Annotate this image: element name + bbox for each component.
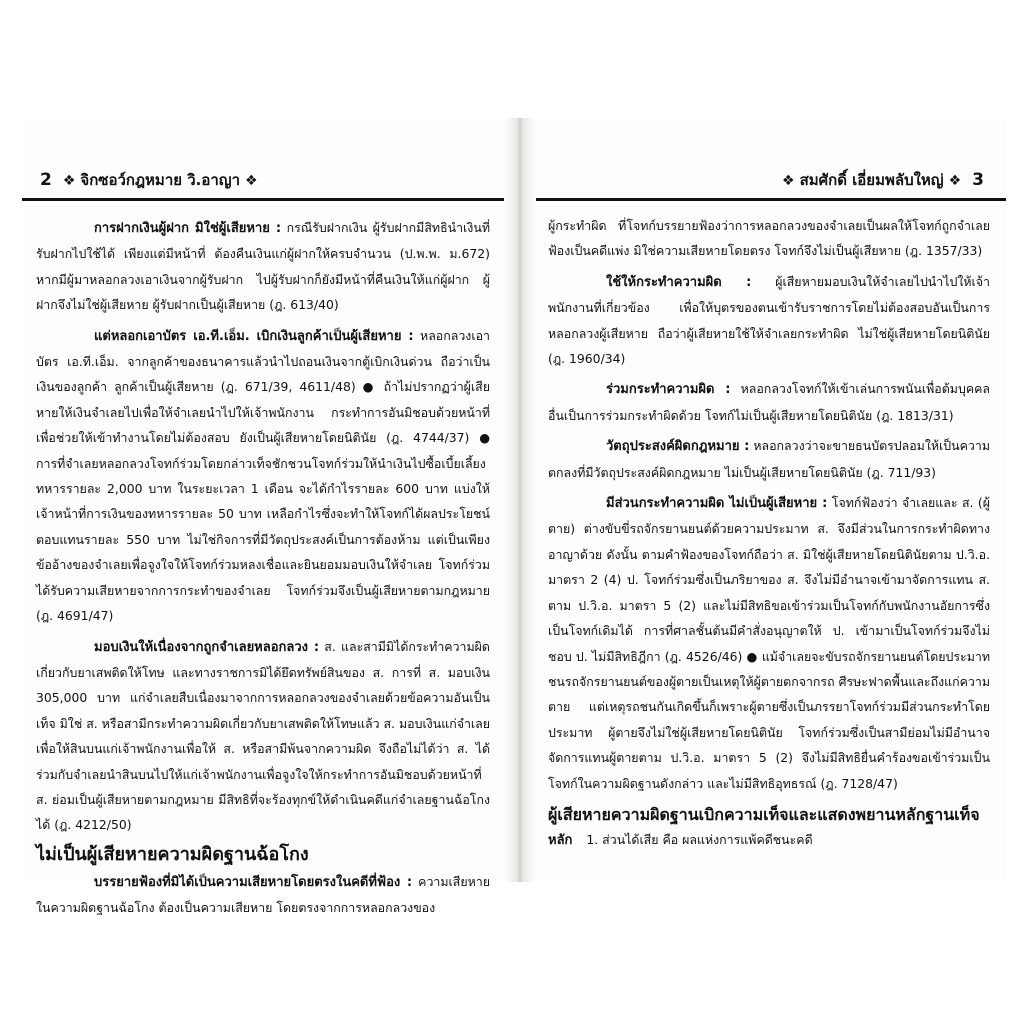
right-header-title: สมศักดิ์ เอี่ยมพลับใหญ่ (799, 171, 944, 189)
principle-label: หลัก (548, 832, 573, 848)
left-page-number: 2 (40, 170, 52, 190)
right-page (536, 120, 1006, 880)
ornament-icon: ❖ (62, 173, 76, 189)
entry-body: หลอกลวงเอาบัตร เอ.ที.เอ็ม. จากลูกค้าของธนาคารแล้วนำไปถอนเงินจากตู้เบิกเงินด่วน ถือว่าเป็นเงินของลูกค้า ลูกค้าเป็นผู้เสียหาย (ฎ. 671/39, 4611/48) ● ถ้าไม่ปรากฏว่าผู้เสียหายให้เงินจำเลยไปเพื่อให้จำเลยนำไปให้เจ้าพนักงาน กระทำการอันมิชอบด้วยหน้าที่เพื่อช่วยให้เข้าทำงานโดยไม่ต้องสอบ ยังเป็นผู้เสียหายโดยนิตินัย (ฎ. 4744/37) ● การที่จำเลยหลอกลวงโจทก์ร่วมโดยกล่าวเท็จชักชวนโจทก์ร่วมให้นำเงินไปซื้อเบี้ยเลี้ยงทหารรายละ 2,000 บาท ในระยะเวลา 1 เดือน จะได้กำไรรายละ 600 บาท แบ่งให้เจ้าหน้าที่การเงินของทหารรายละ 50 บาท เหลือกำไรซึ่งจะทำให้โจทก์ได้ผลประโยชน์ตอบแทนรายละ 550 บาท ไม่ใช่กิจการที่มีวัตถุประสงค์เป็นการต้องห้าม แต่เป็นเพียงข้ออ้างของจำเลยเพื่อจูงใจให้โจทก์ร่วมหลงเชื่อและยินยอมมอบเงินให้จำเลย โจทก์ร่วมได้รับความเสียหายจากการกระทำของจำเลย โจทก์ร่วมจึงเป็นผู้เสียหายตามกฎหมาย (ฎ. 4691/47) (36, 327, 490, 624)
ornament-icon: ❖ (948, 173, 962, 189)
left-page-header (22, 168, 504, 201)
entry-heading: ใช้ให้กระทำความผิด : (606, 274, 752, 290)
entry-body: ความเสียหายในความผิดฐานฉ้อโกง ต้องเป็นความเสียหาย โดยตรงจากการหลอกลวงของ (36, 873, 490, 916)
entry (548, 490, 990, 796)
entry-body: หลอกลวงโจทก์ให้เข้าเล่นการพนันเพื่อต้มบุคคลอื่นเป็นการร่วมกระทำผิดด้วย โจทก์ไม่เป็นผู้เสียหายโดยนิตินัย (ฎ. 1813/31) (548, 381, 990, 423)
entry-heading: แต่หลอกเอาบัตร เอ.ที.เอ็ม. เบิกเงินลูกค้าเป็นผู้เสียหาย : (94, 328, 414, 344)
right-page-header (536, 168, 1006, 201)
entry-body: กรณีรับฝากเงิน ผู้รับฝากมีสิทธินำเงินที่รับฝากไปใช้ได้ เพียงแต่มีหน้าที่ ต้องคืนเงินแก่ผู้ฝากให้ครบจำนวน (ป.พ.พ. ม.672) หากมีผู้มาหลอกลวงเอาเงินจากผู้รับฝาก ไปผู้รับฝากก็ยังมีหน้าที่คืนเงินให้แก่ผู้ฝาก ผู้ฝากจึงไม่ใช่ผู้เสียหาย ผู้รับฝากเป็นผู้เสียหาย (ฎ. 613/40) (36, 220, 490, 313)
entry-body: โจทก์ฟ้องว่า จำเลยและ ส. (ผู้ตาย) ต่างขับขี่รถจักรยานยนต์ด้วยความประมาท ส. จึงมีส่วนในการกระทำผิดทางอาญาด้วย ดังนั้น ตามคำฟ้องของโจทก์ถือว่า ส. มิใช่ผู้เสียหายโดยนิตินัยตาม ป.วิ.อ. มาตรา 2 (4) ป. โจทก์ร่วมซึ่งเป็นภริยาของ ส. จึงไม่มีอำนาจเข้ามาจัดการแทน ส. ตาม ป.วิ.อ. มาตรา 5 (2) และไม่มีสิทธิขอเข้าร่วมเป็นโจทก์กับพนักงานอัยการซึ่งเป็นโจทก์เดิมได้ การที่ศาลชั้นต้นมีคำสั่งอนุญาตให้ ป. เข้ามาเป็นโจทก์ร่วมจึงไม่ชอบ ป. ไม่มีสิทธิฎีกา (ฎ. 4526/46) ● แม้จำเลยจะขับรถจักรยานยนต์โดยประมาท ชนรถจักรยานยนต์ของผู้ตายเป็นเหตุให้ผู้ตายตกจากรถ ศีรษะฟาดพื้นและถึงแก่ความตาย แต่เหตุรถชนกันเกิดขึ้นก็เพราะผู้ตายซึ่งเป็นภรรยาโจทก์ร่วมมีส่วนกระทำโดยประมาท ผู้ตายจึงไม่ใช่ผู้เสียหายโดยนิตินัย โจทก์ร่วมซึ่งเป็นสามีย่อมไม่มีอำนาจจัดการแทนผู้ตายตาม ป.วิ.อ. มาตรา 5 (2) จึงไม่มีสิทธิยื่นคำร้องขอเข้าร่วมเป็นโจทก์ในความผิดฐานดังกล่าว และไม่มีสิทธิอุทธรณ์ (ฎ. 7128/47) (548, 495, 990, 791)
entry (548, 433, 990, 485)
entry (36, 323, 490, 629)
continuation-paragraph (548, 213, 990, 264)
entry-heading: มอบเงินให้เนื่องจากถูกจำเลยหลอกลวง : (94, 639, 320, 655)
entry-heading: วัตถุประสงค์ผิดกฎหมาย : (606, 439, 750, 455)
entry (548, 376, 990, 428)
entry (36, 869, 490, 921)
principle-text: 1. ส่วนได้เสีย คือ ผลแห่งการแพ้คดีชนะคดี (586, 831, 813, 847)
left-page (22, 120, 504, 916)
book-gutter (504, 118, 536, 882)
entry (36, 215, 490, 318)
entry-body: ส. และสามีมิได้กระทำความผิดเกี่ยวกับยาเสพติดให้โทษ และทางราชการมิได้ยึดทรัพย์สินของ ส. การที่ ส. มอบเงิน 305,000 บาท แก่จำเลยสืบเนื่องมาจากการหลอกลวงของจำเลยด้วยข้อความอันเป็นเท็จ มิใช่ ส. หรือสามีกระทำความผิดเกี่ยวกับยาเสพติดให้โทษแล้ว ส. มอบเงินแก่จำเลยเพื่อให้สินบนแก่เจ้าพนักงานเพื่อให้ ส. หรือสามีพ้นจากความผิด จึงถือไม่ได้ว่า ส. ได้ร่วมกับจำเลยนำสินบนไปให้แก่เจ้าพนักงานเพื่อจูงใจให้กระทำการอันมิชอบด้วยหน้าที่ ส. ย่อมเป็นผู้เสียหายตามกฎหมาย มีสิทธิที่จะร้องทุกข์ให้ดำเนินคดีแก่จำเลยฐานฉ้อโกงได้ (ฎ. 4212/50) (36, 638, 490, 833)
entry-body: ผู้เสียหายมอบเงินให้จำเลยไปนำไปให้เจ้าพนักงานที่เกี่ยวข้อง เพื่อให้บุตรของตนเข้ารับราชการโดยไม่ต้องสอบอันเป็นการหลอกลวงผู้เสียหาย ถือว่าผู้เสียหายใช้ให้จำเลยกระทำผิด ไม่ใช่ผู้เสียหายโดยนิตินัย (ฎ. 1960/34) (548, 273, 990, 367)
entry-heading: บรรยายฟ้องที่มิได้เป็นความเสียหายโดยตรงในคดีที่ฟ้อง : (94, 874, 413, 890)
right-page-content (536, 211, 1006, 852)
entry-body: ผู้กระทำผิด ที่โจทก์บรรยายฟ้องว่าการหลอกลวงของจำเลยเป็นผลให้โจทก์ถูกจำเลยฟ้องเป็นคดีแพ่ง มิใช่ความเสียหายโดยตรง โจทก์จึงไม่เป็นผู้เสียหาย (ฎ. 1357/33) (548, 218, 990, 259)
ornament-icon: ❖ (782, 173, 795, 189)
entry-heading: การฝากเงินผู้ฝาก มิใช่ผู้เสียหาย : (94, 221, 282, 236)
entry-heading: มีส่วนกระทำความผิด ไม่เป็นผู้เสียหาย : (606, 496, 828, 512)
ornament-icon: ❖ (245, 173, 258, 189)
entry-heading: ร่วมกระทำความผิด : (606, 382, 731, 398)
principle-line (548, 829, 990, 852)
right-page-number: 3 (972, 170, 984, 190)
entry-body: หลอกลวงว่าจะขายธนบัตรปลอมให้เป็นความตกลงที่มีวัตถุประสงค์ผิดกฎหมาย ไม่เป็นผู้เสียหายโดยนิตินัย (ฎ. 711/93) (548, 438, 990, 480)
left-page-content (22, 211, 504, 921)
left-header-title: จิกซอว์กฎหมาย วิ.อาญา (80, 171, 241, 189)
entry (36, 634, 490, 838)
section-title: ผู้เสียหายความผิดฐานเบิกความเท็จและแสดงพยานหลักฐานเท็จ (548, 804, 980, 824)
entry (548, 269, 990, 372)
section-title: ไม่เป็นผู้เสียหายความผิดฐานฉ้อโกง (36, 843, 309, 865)
